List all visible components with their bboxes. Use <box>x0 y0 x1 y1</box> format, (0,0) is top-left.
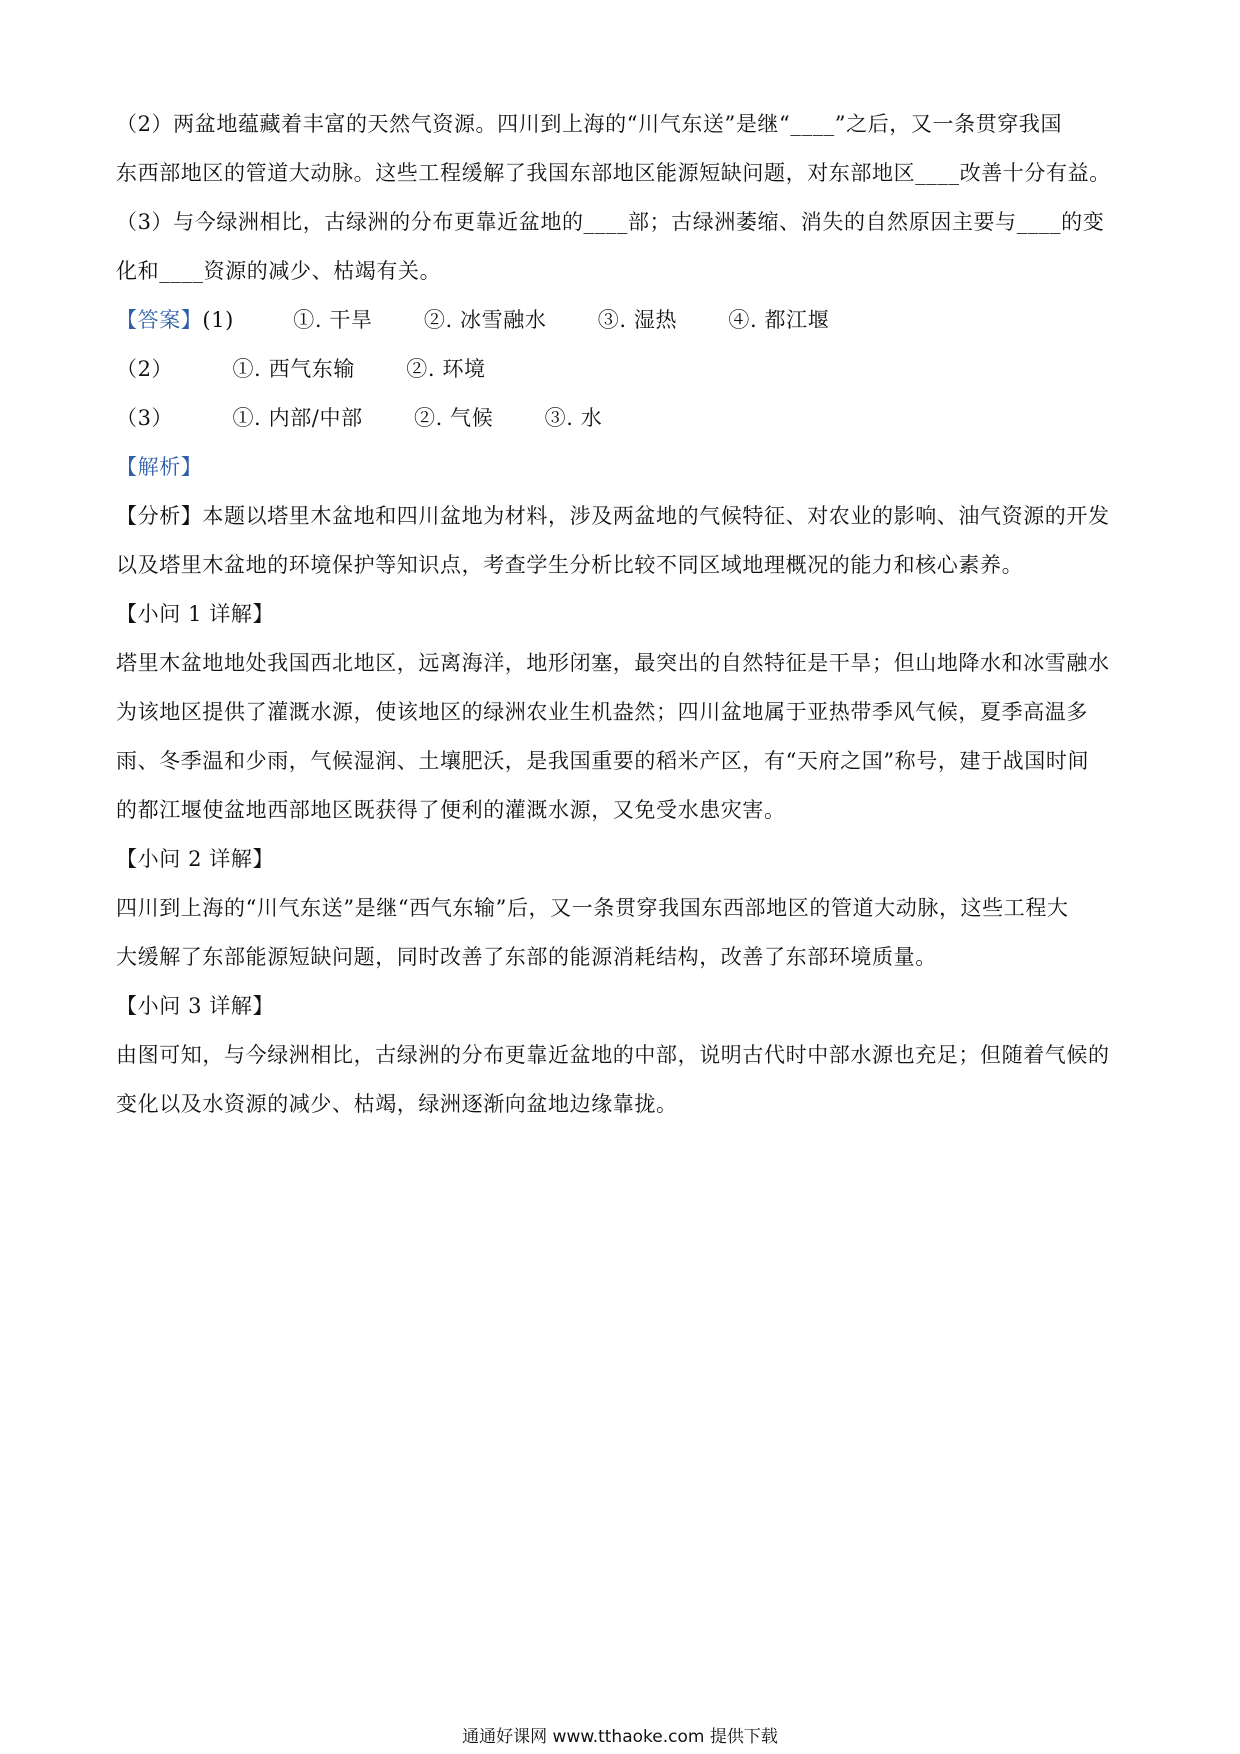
answer-item: ①. 内部/中部 <box>232 406 363 430</box>
answer-item: ②. 冰雪融水 <box>423 308 547 332</box>
answer-item: ①. 西气东输 <box>232 357 356 381</box>
answer-part-2-number: （2） <box>116 357 174 381</box>
subquestion-3-title: 【小问 3 详解】 <box>116 994 275 1018</box>
subquestion-1-line: 的都江堰使盆地西部地区既获得了便利的灌溉水源，又免受水患灾害。 <box>116 798 786 822</box>
footer-source: 通通好课网 www.tthaoke.com 提供下载 <box>462 1727 778 1747</box>
document-page <box>116 100 1126 1129</box>
subquestion-2-line: 大缓解了东部能源短缺问题，同时改善了东部的能源消耗结构，改善了东部环境质量。 <box>116 945 937 969</box>
answer-item: ④. 都江堰 <box>728 308 830 332</box>
answer-label: 【答案】 <box>116 308 203 332</box>
subquestion-3-line: 由图可知，与今绿洲相比，古绿洲的分布更靠近盆地的中部，说明古代时中部水源也充足；但随着气候的 <box>116 1043 1110 1067</box>
subquestion-1-line: 塔里木盆地地处我国西北地区，远离海洋，地形闭塞，最突出的自然特征是干旱；但山地降水和冰雪融水 <box>116 651 1110 675</box>
answer-part-3 <box>116 394 1126 443</box>
analysis-summary-line-2: 以及塔里木盆地的环境保护等知识点，考查学生分析比较不同区域地理概况的能力和核心素养。 <box>116 553 1024 577</box>
answer-item: ①. 干旱 <box>293 308 373 332</box>
answer-item: ③. 湿热 <box>597 308 678 332</box>
answer-part-1-number: (1) <box>202 308 234 332</box>
question-2-line-2: 东西部地区的管道大动脉。这些工程缓解了我国东部地区能源短缺问题，对东部地区____改善十分有益。 <box>116 161 1111 185</box>
question-3-line-2: 化和____资源的减少、枯竭有关。 <box>116 259 442 283</box>
subquestion-1-title: 【小问 1 详解】 <box>116 602 275 626</box>
subquestion-1-line: 为该地区提供了灌溉水源，使该地区的绿洲农业生机盎然；四川盆地属于亚热带季风气候，夏季高温多 <box>116 700 1088 724</box>
subquestion-1-line: 雨、冬季温和少雨，气候湿润、土壤肥沃，是我国重要的稻米产区，有“天府之国”称号，建于战国时间 <box>116 749 1090 773</box>
answer-item: ②. 环境 <box>406 357 486 381</box>
subquestion-2-title: 【小问 2 详解】 <box>116 847 275 871</box>
answer-item: ②. 气候 <box>413 406 494 430</box>
analysis-summary-line-1: 【分析】本题以塔里木盆地和四川盆地为材料，涉及两盆地的气候特征、对农业的影响、油气资源的开发 <box>116 504 1110 528</box>
answer-item: ③. 水 <box>544 406 603 430</box>
subquestion-2-line: 四川到上海的“川气东送”是继“西气东输”后，又一条贯穿我国东西部地区的管道大动脉，这些工程大 <box>116 896 1069 920</box>
subquestion-3-line: 变化以及水资源的减少、枯竭，绿洲逐渐向盆地边缘靠拢。 <box>116 1092 678 1116</box>
answer-part-1 <box>116 296 1126 345</box>
question-3-line-1: （3）与今绿洲相比，古绿洲的分布更靠近盆地的____部；古绿洲萎缩、消失的自然原因主要与____的变 <box>116 210 1105 234</box>
answer-part-2 <box>116 345 1126 394</box>
analysis-label: 【解析】 <box>116 455 203 479</box>
question-2-line-1: （2）两盆地蕴藏着丰富的天然气资源。四川到上海的“川气东送”是继“____”之后，又一条贯穿我国 <box>116 112 1063 136</box>
answer-part-3-number: （3） <box>116 406 174 430</box>
